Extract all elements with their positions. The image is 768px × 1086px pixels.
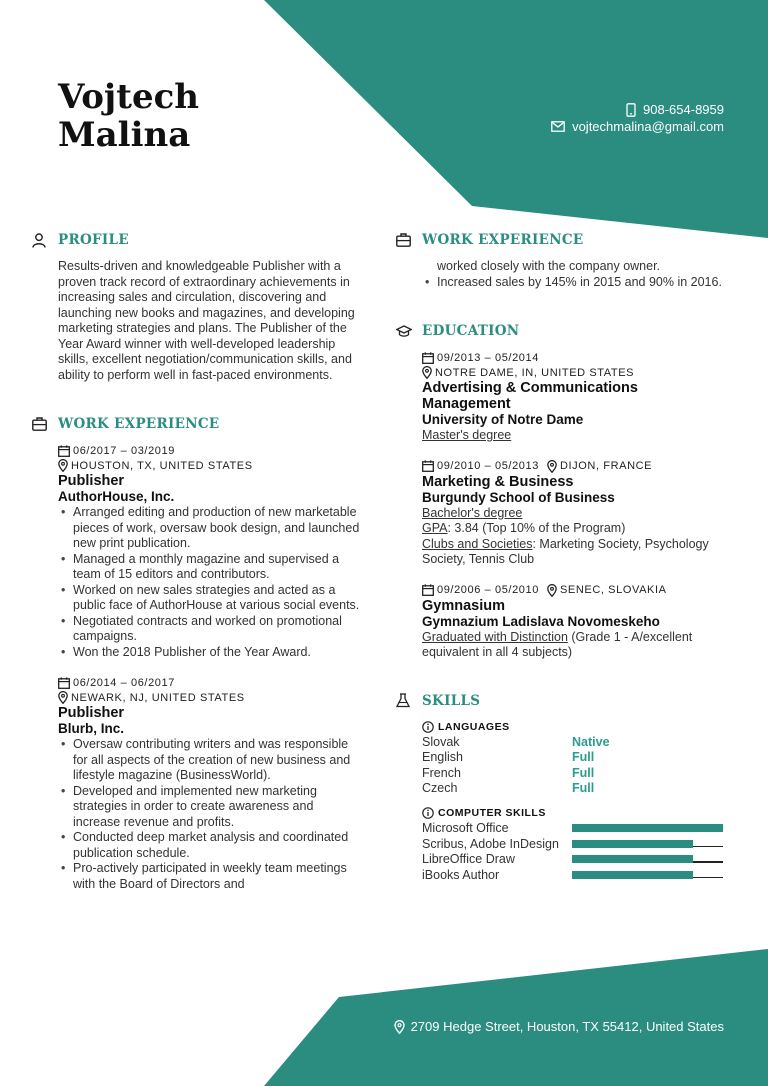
edu-dates: 09/2013 – 05/2014: [422, 350, 728, 365]
language-row: Czech Full: [422, 781, 595, 795]
computer-skill-row: Scribus, Adobe InDesign: [422, 836, 728, 852]
info-icon: [422, 721, 434, 733]
education-entry: [396, 583, 728, 661]
job-bullet: • Arranged editing and production of new marketable pieces of work, oversaw book design, and launched new print publication.: [58, 505, 362, 552]
edu-school: University of Notre Dame: [422, 412, 584, 427]
computer-skill-row: Microsoft Office: [422, 821, 728, 837]
computer-skill-row: LibreOffice Draw: [422, 852, 728, 868]
right-column: [396, 230, 728, 883]
language-row: Slovak Native: [422, 734, 610, 749]
edu-program: Advertising & Communications Management: [422, 380, 638, 412]
language-row: English Full: [422, 750, 595, 764]
skills-heading: [396, 691, 728, 711]
calendar-icon: [58, 677, 70, 689]
edu-program: Gymnasium: [422, 597, 505, 614]
calendar-icon: [58, 445, 70, 457]
computer-skill-row: iBooks Author: [422, 867, 728, 883]
location-pin-icon: [394, 1020, 405, 1034]
job-bullets: [58, 737, 362, 892]
edu-program: Marketing & Business: [422, 473, 574, 490]
work-continued-title: WORK EXPERIENCE: [422, 232, 584, 248]
footer-address: [394, 1019, 724, 1034]
job-position: Publisher: [58, 705, 125, 721]
contact-info: [551, 101, 724, 135]
phone-number: 908-654-8959: [643, 102, 724, 117]
job-position: Publisher: [58, 473, 125, 489]
edu-dates-location: 09/2006 – 05/2010 SENEC, SLOVAKIA: [422, 583, 728, 598]
location-pin-icon: [58, 459, 68, 472]
edu-degree: Master's degree: [422, 428, 512, 442]
job-bullet: • Increased sales by 145% in 2015 and 90% in 2016.: [422, 275, 728, 291]
job-bullet: • Developed and implemented new marketing strategies in order to create awareness and increase revenue and profits.: [58, 784, 362, 831]
job-entry: [32, 675, 362, 892]
job-location: HOUSTON, TX, UNITED STATES: [58, 458, 362, 473]
job-bullet: • Pro-actively participated in weekly team meetings with the Board of Directors and: [58, 861, 362, 892]
phone-icon: [626, 103, 636, 117]
work-continued: [396, 259, 728, 290]
work-heading: [32, 414, 362, 434]
flask-icon: [396, 693, 410, 708]
education-title: EDUCATION: [422, 323, 520, 339]
user-icon: [32, 233, 46, 248]
education-heading: [396, 321, 728, 341]
location-pin-icon: [547, 584, 557, 597]
skill-level-bar: [572, 824, 723, 832]
languages-block: [396, 720, 728, 883]
calendar-icon: [422, 352, 434, 364]
job-bullet: • Oversaw contributing writers and was responsible for all aspects of the creation of new business and lifestyle magazine (BusinessWorld).: [58, 737, 362, 784]
address-text: 2709 Hedge Street, Houston, TX 55412, United States: [410, 1019, 724, 1034]
profile-summary: Results-driven and knowledgeable Publisher with a proven track record of extraordinary achievements in increasing sales and circulation, discovering and launching new books and magazines, and developing marketing strategies and plans. The Publisher of the Year Award winner with well-developed leadership skills, excellent negotiation/communication skills, and ability to perform well in fast-paced environments.: [58, 259, 355, 382]
first-name: Vojtech: [58, 77, 199, 117]
email-address: vojtechmalina@gmail.com: [572, 119, 724, 134]
job-company: AuthorHouse, Inc.: [58, 489, 175, 504]
computer-skills-heading: COMPUTER SKILLS: [422, 806, 728, 821]
continued-text: worked closely with the company owner.: [437, 259, 661, 273]
education-entry: [396, 459, 728, 568]
edu-clubs: Clubs and Societies: Marketing Society, Psychology Society, Tennis Club: [422, 536, 709, 566]
education-entry: [396, 350, 728, 444]
edu-degree: Bachelor's degree: [422, 505, 523, 520]
location-pin-icon: [422, 366, 432, 379]
profile-heading: [32, 230, 362, 250]
job-bullet: • Worked on new sales strategies and acted as a public face of AuthorHouse at various social events.: [58, 583, 362, 614]
edu-location: NOTRE DAME, IN, UNITED STATES: [422, 365, 728, 380]
briefcase-icon: [396, 233, 411, 247]
job-location: NEWARK, NJ, UNITED STATES: [58, 690, 362, 705]
info-icon: [422, 807, 434, 819]
email-icon: [551, 121, 565, 132]
job-bullet: • Won the 2018 Publisher of the Year Award.: [58, 645, 362, 661]
location-pin-icon: [58, 691, 68, 704]
footer-teal-shape: [264, 949, 768, 1086]
location-pin-icon: [547, 460, 557, 473]
phone-row[interactable]: [551, 101, 724, 118]
skill-level-bar: [572, 871, 723, 879]
job-bullet: • Negotiated contracts and worked on promotional campaigns.: [58, 614, 362, 645]
job-dates: 06/2017 – 03/2019: [58, 443, 362, 458]
job-dates: 06/2014 – 06/2017: [58, 675, 362, 690]
work-title: WORK EXPERIENCE: [58, 416, 220, 432]
candidate-name: [58, 78, 199, 154]
email-row[interactable]: [551, 118, 724, 135]
job-bullets: [58, 505, 362, 660]
language-row: French Full: [422, 765, 595, 780]
job-bullet: • Managed a monthly magazine and supervised a team of 15 editors and contributors.: [58, 552, 362, 583]
job-bullet: • Conducted deep market analysis and coordinated publication schedule.: [58, 830, 362, 861]
profile-title: PROFILE: [58, 232, 129, 248]
skills-title: SKILLS: [422, 692, 481, 709]
calendar-icon: [422, 584, 434, 596]
edu-honor: Graduated with Distinction (Grade 1 - A/excellent equivalent in all 4 subjects): [422, 629, 693, 659]
edu-gpa: GPA: 3.84 (Top 10% of the Program): [422, 521, 626, 535]
job-entry: [32, 443, 362, 660]
last-name: Malina: [58, 115, 191, 155]
edu-dates-location: 09/2010 – 05/2013 DIJON, FRANCE: [422, 459, 728, 474]
left-column: [32, 230, 362, 892]
edu-school: Gymnazium Ladislava Novomeskeho: [422, 613, 660, 629]
calendar-icon: [422, 460, 434, 472]
edu-school: Burgundy School of Business: [422, 489, 615, 505]
skill-level-bar: [572, 840, 723, 848]
languages-heading: LANGUAGES: [422, 720, 728, 735]
briefcase-icon: [32, 417, 47, 431]
work-continued-heading: [396, 230, 728, 250]
skill-level-bar: [572, 855, 723, 863]
graduation-cap-icon: [396, 325, 412, 338]
job-company: Blurb, Inc.: [58, 721, 125, 736]
job-bullets: [422, 275, 728, 291]
